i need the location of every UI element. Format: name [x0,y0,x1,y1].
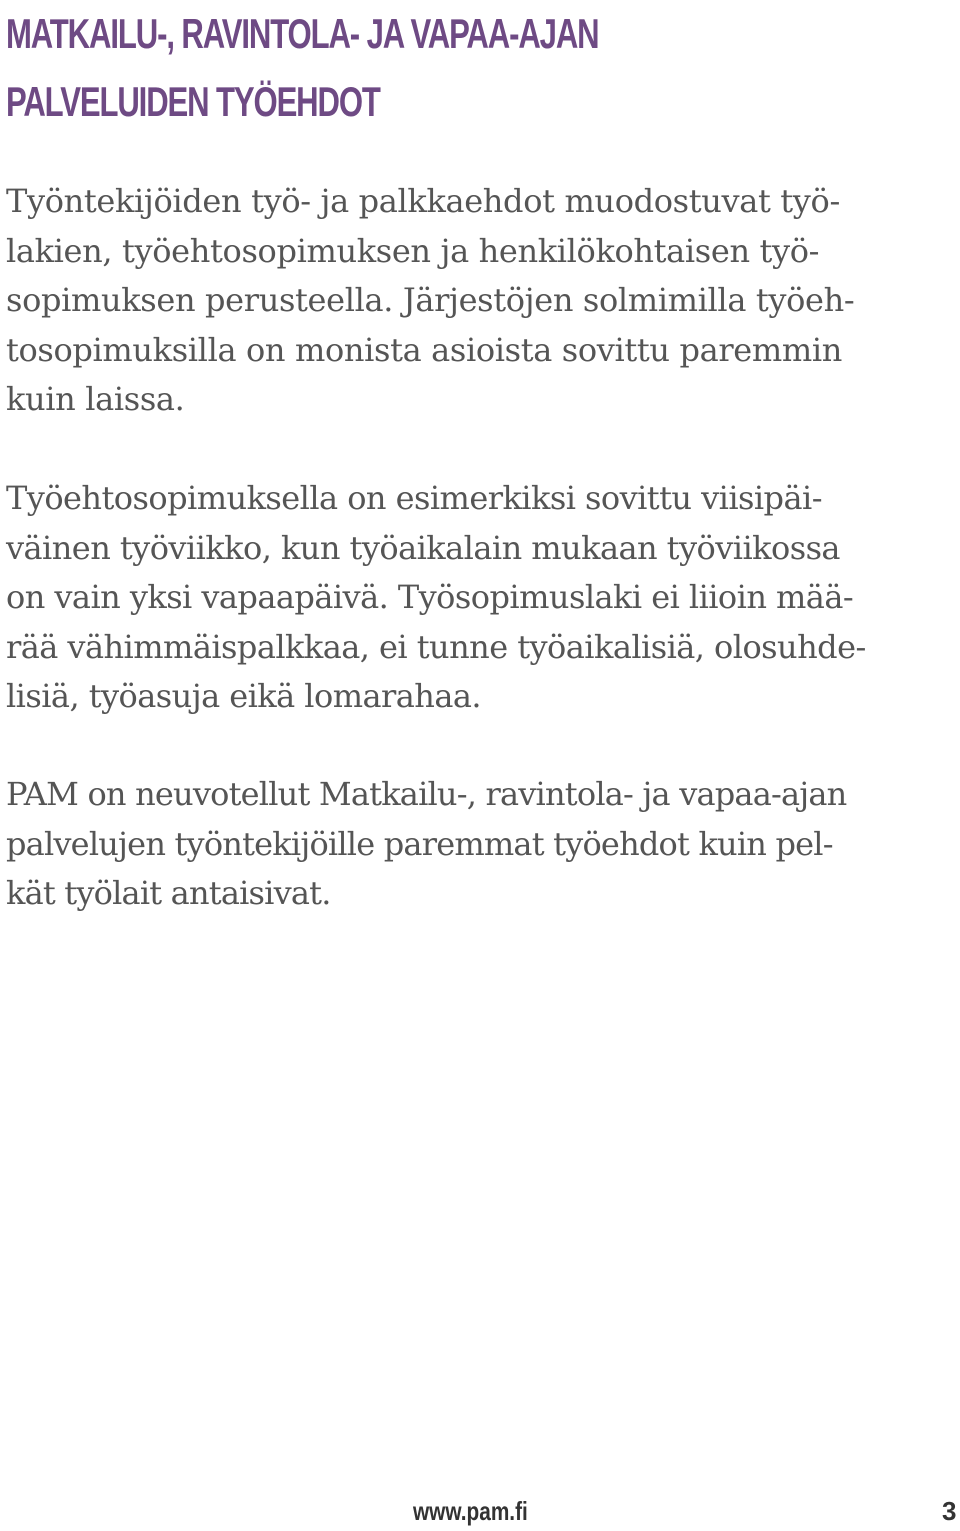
paragraph-1-line-3: sopimuksen perusteella. Järjestöjen solmimilla työeh- [6,281,855,319]
paragraph-2-line-1: Työehtosopimuksella on esimerkiksi sovittu viisipäi- [6,479,822,517]
paragraph-1-line-1: Työntekijöiden työ- ja palkkaehdot muodostuvat työ- [6,182,840,220]
paragraph-2-line-3: on vain yksi vapaapäivä. Työsopimuslaki ei liioin mää- [6,578,854,616]
page-number: 3 [942,1496,957,1526]
footer-website-link[interactable]: www.pam.fi [413,1496,528,1526]
page-title [6,0,938,136]
paragraph-3-line-2: palvelujen työntekijöille paremmat työehdot kuin pel- [6,824,833,863]
paragraph-3-line-3: kät työlait antaisivat. [6,874,331,912]
page-title-line-2: PALVELUIDEN TYÖEHDOT [6,78,380,125]
paragraph-2 [6,474,922,722]
paragraph-1 [6,177,922,425]
paragraph-3 [6,770,922,919]
paragraph-1-line-4: tosopimuksilla on monista asioista sovittu paremmin [6,330,843,369]
paragraph-1-line-2: lakien, työehtosopimuksen ja henkilökohtaisen työ- [6,231,820,270]
paragraph-2-line-5: lisiä, työasuja eikä lomarahaa. [6,677,482,715]
paragraph-1-line-5: kuin laissa. [6,380,185,418]
paragraph-3-line-1: PAM on neuvotellut Matkailu-, ravintola- ja vapaa-ajan [6,775,847,813]
paragraph-2-line-2: väinen työviikko, kun työaikalain mukaan työviikossa [6,528,840,567]
paragraph-2-line-4: rää vähimmäispalkkaa, ei tunne työaikalisiä, olosuhde- [6,627,866,666]
page-title-line-1: MATKAILU-, RAVINTOLA- JA VAPAA-AJAN [6,10,599,57]
